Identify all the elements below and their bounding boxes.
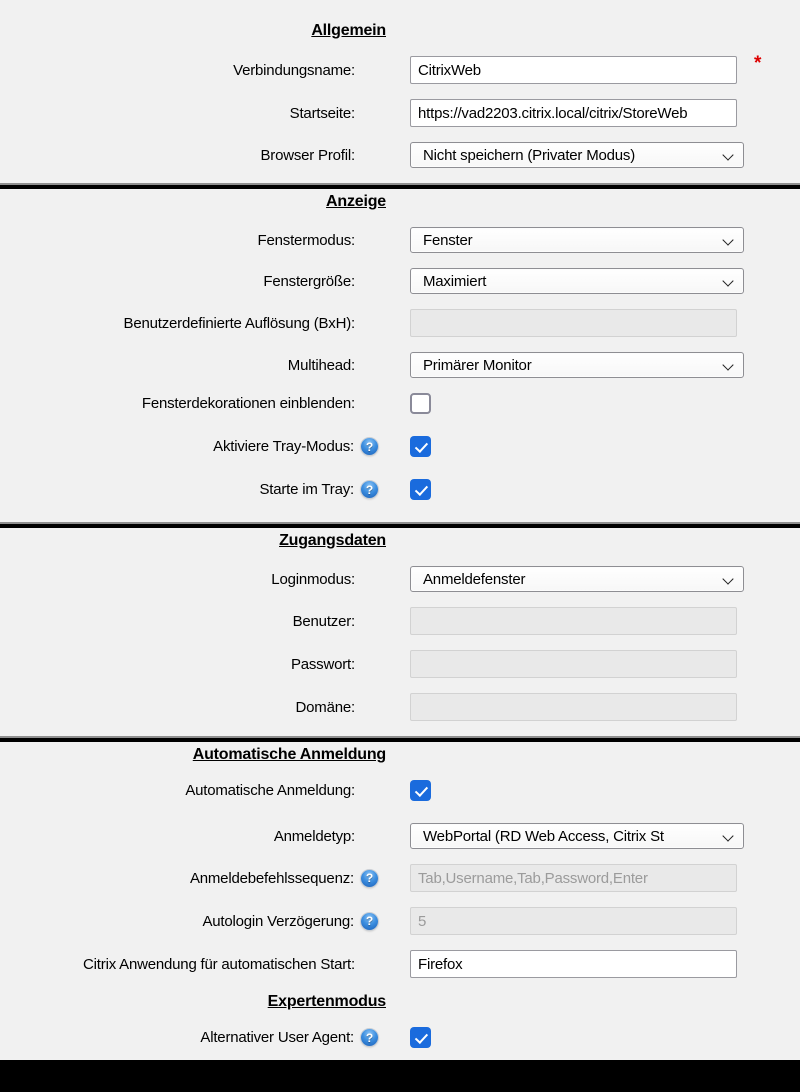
field-label: Anmeldetyp: — [273, 827, 355, 845]
section-divider — [0, 183, 800, 189]
verbindungsname-input[interactable] — [410, 56, 737, 84]
alternativer-user-agent-checkbox[interactable] — [410, 1027, 431, 1048]
row-autologin-verzoegerung — [0, 907, 800, 935]
field-label-cell — [0, 147, 410, 164]
fenstermodus-select[interactable] — [410, 227, 744, 253]
section-heading-3: Automatische Anmeldung — [192, 746, 386, 763]
passwort-input[interactable] — [410, 650, 737, 678]
row-passwort — [0, 650, 800, 678]
field-label-cell — [0, 1029, 410, 1046]
bottom-bar — [0, 1060, 800, 1092]
row-alternativer-user-agent — [0, 1027, 800, 1048]
domaene-input[interactable] — [410, 693, 737, 721]
anmeldebefehlssequenz-input[interactable] — [410, 864, 737, 892]
field-label: Benutzer: — [292, 612, 355, 630]
field-label: Verbindungsname: — [233, 61, 355, 79]
field-label-cell — [0, 571, 410, 588]
multihead-select[interactable] — [410, 352, 744, 378]
select-value: Primärer Monitor — [423, 356, 532, 374]
field-label-cell — [0, 273, 410, 290]
row-verbindungsname — [0, 53, 800, 84]
field-label: Benutzerdefinierte Auflösung (BxH): — [123, 314, 355, 332]
field-control-cell — [410, 780, 800, 801]
section-divider — [0, 736, 800, 742]
row-benutzer — [0, 607, 800, 635]
field-control-cell — [410, 53, 800, 84]
section-heading-0: Allgemein — [311, 22, 386, 39]
field-label-cell — [0, 481, 410, 498]
select-value: Fenster — [423, 231, 473, 249]
select-value: WebPortal (RD Web Access, Citrix St — [423, 827, 664, 845]
help-icon[interactable] — [361, 481, 378, 498]
field-control-cell — [410, 268, 800, 294]
field-control-cell — [410, 1027, 800, 1048]
loginmodus-select[interactable] — [410, 566, 744, 592]
fenstergroesse-select[interactable] — [410, 268, 744, 294]
row-anmeldetyp — [0, 823, 800, 849]
field-label: Fenstermodus: — [257, 231, 355, 249]
field-label-cell — [0, 913, 410, 930]
row-starte-im-tray — [0, 479, 800, 500]
section-heading-1: Anzeige — [326, 193, 386, 210]
section-heading-2: Zugangsdaten — [279, 532, 386, 549]
chevron-down-icon — [722, 830, 733, 841]
row-browser-profil — [0, 142, 800, 168]
field-control-cell — [410, 227, 800, 253]
row-fenstermodus — [0, 227, 800, 253]
field-control-cell — [410, 393, 800, 414]
question-mark-glyph: ? — [365, 439, 374, 454]
field-label: Multihead: — [287, 356, 355, 374]
autologin-verzoegerung-input[interactable] — [410, 907, 737, 935]
field-label: Citrix Anwendung für automatischen Start: — [83, 955, 355, 973]
field-label-cell — [0, 357, 410, 374]
startseite-input[interactable] — [410, 99, 737, 127]
field-label-cell — [0, 315, 410, 332]
chevron-down-icon — [722, 573, 733, 584]
field-control-cell — [410, 142, 800, 168]
field-control-cell — [410, 436, 800, 457]
field-control-cell — [410, 864, 800, 892]
row-fensterdekorationen — [0, 393, 800, 414]
field-control-cell — [410, 309, 800, 337]
row-domaene — [0, 693, 800, 721]
field-label-cell — [0, 782, 410, 799]
question-mark-glyph: ? — [365, 914, 374, 928]
question-mark-glyph: ? — [365, 1030, 374, 1045]
field-label-cell — [0, 828, 410, 845]
field-control-cell — [410, 907, 800, 935]
benutzer-input[interactable] — [410, 607, 737, 635]
select-value: Nicht speichern (Privater Modus) — [423, 146, 636, 164]
help-icon[interactable] — [361, 1029, 378, 1046]
starte-im-tray-checkbox[interactable] — [410, 479, 431, 500]
benutzerdefinierte-aufloesung-input[interactable] — [410, 309, 737, 337]
chevron-down-icon — [722, 275, 733, 286]
row-automatische-anmeldung — [0, 780, 800, 801]
field-label-cell — [0, 870, 410, 887]
field-label-cell — [0, 656, 410, 673]
field-label: Alternativer User Agent: — [200, 1029, 354, 1046]
help-icon[interactable] — [361, 913, 378, 930]
field-label: Automatische Anmeldung: — [185, 782, 355, 799]
field-label: Domäne: — [295, 698, 355, 716]
field-control-cell — [410, 479, 800, 500]
field-control-cell — [410, 99, 800, 127]
anmeldetyp-select[interactable] — [410, 823, 744, 849]
citrix-autostart-anwendung-input[interactable] — [410, 950, 737, 978]
automatische-anmeldung-checkbox[interactable] — [410, 780, 431, 801]
chevron-down-icon — [722, 234, 733, 245]
row-citrix-autostart-anwendung — [0, 950, 800, 978]
field-label: Loginmodus: — [271, 570, 355, 588]
field-control-cell — [410, 950, 800, 978]
row-startseite — [0, 99, 800, 127]
field-control-cell — [410, 566, 800, 592]
field-label-cell — [0, 105, 410, 122]
field-control-cell — [410, 607, 800, 635]
field-control-cell — [410, 693, 800, 721]
help-icon[interactable] — [361, 870, 378, 887]
question-mark-glyph: ? — [365, 482, 374, 497]
field-control-cell — [410, 823, 800, 849]
chevron-down-icon — [722, 359, 733, 370]
required-asterisk: * — [754, 53, 762, 74]
select-value: Anmeldefenster — [423, 570, 526, 588]
chevron-down-icon — [722, 149, 733, 160]
field-label: Anmeldebefehlssequenz: — [189, 869, 354, 887]
field-label: Fenstergröße: — [263, 272, 355, 290]
field-label-cell — [0, 438, 410, 455]
row-fenstergroesse — [0, 268, 800, 294]
field-label-cell — [0, 956, 410, 973]
field-label-cell — [0, 395, 410, 412]
row-multihead — [0, 352, 800, 378]
field-control-cell — [410, 650, 800, 678]
field-label: Aktiviere Tray-Modus: — [213, 438, 354, 455]
row-tray-modus — [0, 436, 800, 457]
field-control-cell — [410, 352, 800, 378]
field-label-cell — [0, 613, 410, 630]
field-label: Startseite: — [289, 104, 355, 122]
row-loginmodus — [0, 566, 800, 592]
fensterdekorationen-checkbox[interactable] — [410, 393, 431, 414]
field-label-cell — [0, 699, 410, 716]
tray-modus-checkbox[interactable] — [410, 436, 431, 457]
field-label: Browser Profil: — [260, 146, 355, 164]
row-anmeldebefehlssequenz — [0, 864, 800, 892]
question-mark-glyph: ? — [365, 871, 374, 885]
row-benutzerdefinierte-aufloesung — [0, 309, 800, 337]
field-label-cell — [0, 62, 410, 79]
help-icon[interactable] — [361, 438, 378, 455]
field-label: Autologin Verzögerung: — [202, 912, 354, 930]
select-value: Maximiert — [423, 272, 487, 290]
field-label: Passwort: — [290, 655, 355, 673]
field-label-cell — [0, 232, 410, 249]
browser-profil-select[interactable] — [410, 142, 744, 168]
section-divider — [0, 522, 800, 528]
field-label: Starte im Tray: — [259, 481, 354, 498]
field-label: Fensterdekorationen einblenden: — [141, 395, 355, 412]
section-heading-4: Expertenmodus — [267, 993, 386, 1010]
